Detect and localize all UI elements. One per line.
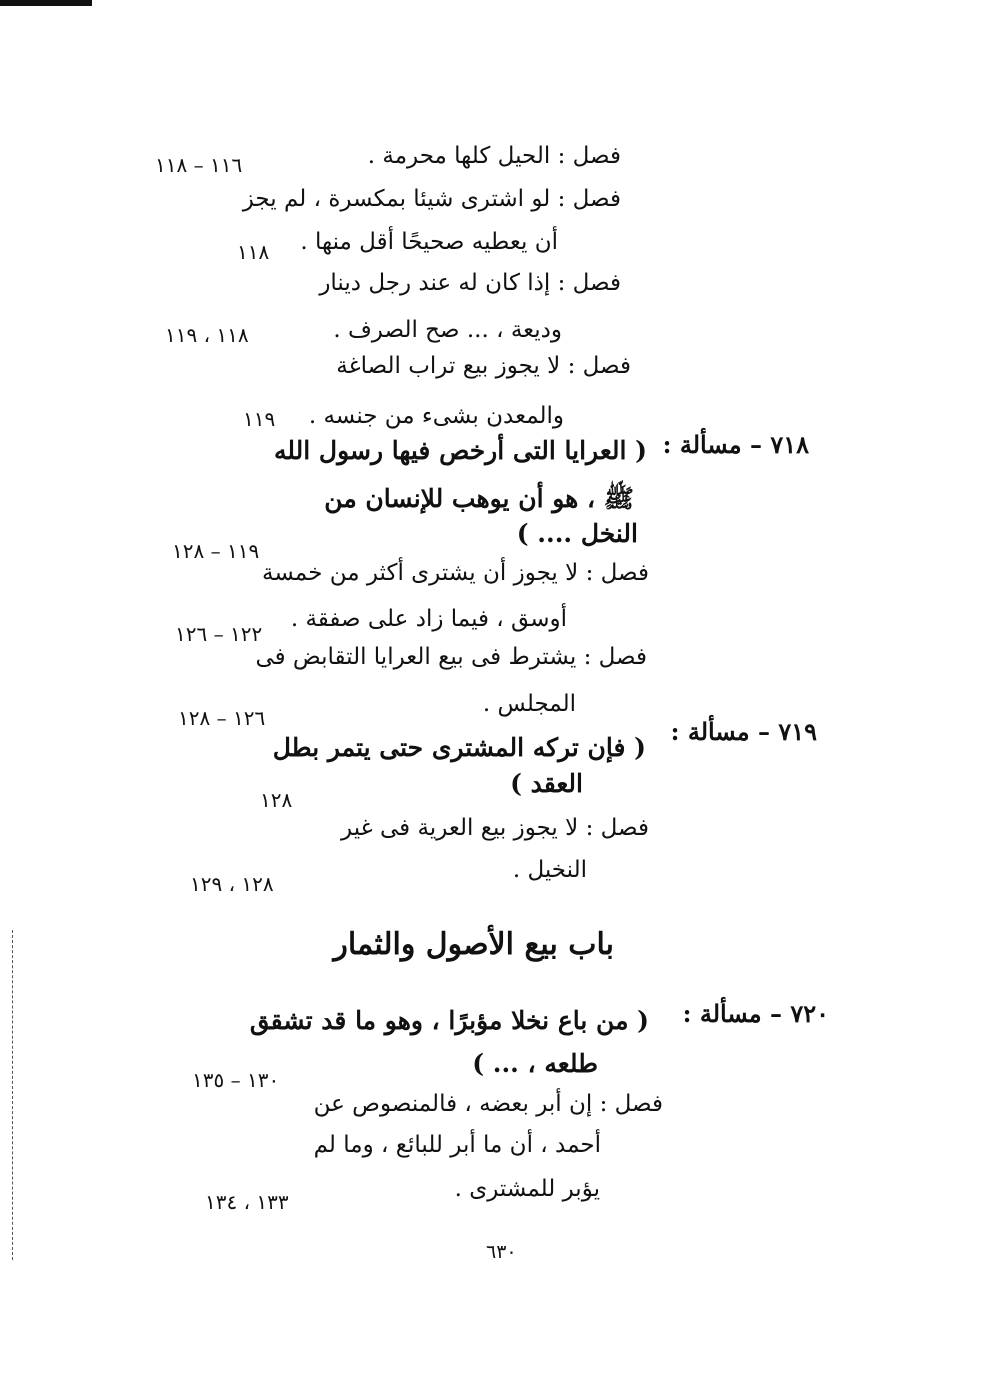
text-line: أوسق ، فيما زاد على صفقة . xyxy=(290,606,567,632)
text-line: فصل : لا يجوز بيع العرية فى غير xyxy=(341,815,649,841)
text-line: فصل : إذا كان له عند رجل دينار xyxy=(319,270,621,296)
text-line: أن يعطيه صحيحًا أقل منها . xyxy=(300,229,558,255)
section-title: باب بيع الأصول والثمار xyxy=(333,927,614,962)
issue-text-bold: النخل .... ) xyxy=(516,519,638,548)
issue-heading-720: ٧٢٠ – مسألة : xyxy=(682,999,829,1028)
issue-text-bold: طلعه ، ... ) xyxy=(472,1049,598,1078)
page-ref: ١١٨ ، ١١٩ xyxy=(165,323,249,347)
page-ref: ١٣٣ ، ١٣٤ xyxy=(205,1190,289,1214)
text-line: المجلس . xyxy=(482,691,576,717)
text-line: فصل : إن أبر بعضه ، فالمنصوص عن xyxy=(313,1091,663,1117)
text-line: فصل : يشترط فى بيع العرايا التقابض فى xyxy=(255,644,647,670)
issue-text-bold: ( من باع نخلا مؤبرًا ، وهو ما قد تشقق xyxy=(249,1006,649,1035)
issue-text-bold: العقد ) xyxy=(510,769,583,798)
text-line: وديعة ، ... صح الصرف . xyxy=(333,317,562,343)
issue-text-bold: ( فإن تركه المشترى حتى يتمر بطل xyxy=(272,733,646,762)
scan-edge-mark xyxy=(0,0,92,6)
text-line: فصل : الحيل كلها محرمة . xyxy=(367,143,621,169)
page-ref: ١٢٨ xyxy=(260,788,293,812)
text-line: والمعدن بشىء من جنسه . xyxy=(308,403,564,429)
scan-margin-mark xyxy=(12,930,14,1260)
page-ref: ١١٦ – ١١٨ xyxy=(155,153,243,177)
page-ref: ١٢٨ ، ١٢٩ xyxy=(190,872,274,896)
text-line: النخيل . xyxy=(512,857,587,883)
issue-text-bold: ( العرايا التى أرخص فيها رسول الله xyxy=(273,436,647,465)
page-ref: ١٣٠ – ١٣٥ xyxy=(192,1068,280,1092)
text-line: أحمد ، أن ما أبر للبائع ، وما لم xyxy=(313,1132,601,1158)
text-line: فصل : لو اشترى شيئا بمكسرة ، لم يجز xyxy=(242,186,621,212)
text-line: يؤبر للمشترى . xyxy=(454,1176,600,1202)
page-ref: ١١٨ xyxy=(237,240,270,264)
page-ref: ١١٩ – ١٢٨ xyxy=(172,539,260,563)
page-number: ٦٣٠ xyxy=(486,1241,517,1263)
issue-text-bold: ﷺ ، هو أن يوهب للإنسان من xyxy=(324,484,634,513)
page-ref: ١٢٦ – ١٢٨ xyxy=(178,706,266,730)
issue-heading-719: ٧١٩ – مسألة : xyxy=(670,717,817,746)
page-ref: ١١٩ xyxy=(243,407,276,431)
text-line: فصل : لا يجوز بيع تراب الصاغة xyxy=(336,353,631,379)
issue-heading-718: ٧١٨ – مسألة : xyxy=(662,430,809,459)
text-line: فصل : لا يجوز أن يشترى أكثر من خمسة xyxy=(262,560,649,586)
page-ref: ١٢٢ – ١٢٦ xyxy=(175,622,263,646)
